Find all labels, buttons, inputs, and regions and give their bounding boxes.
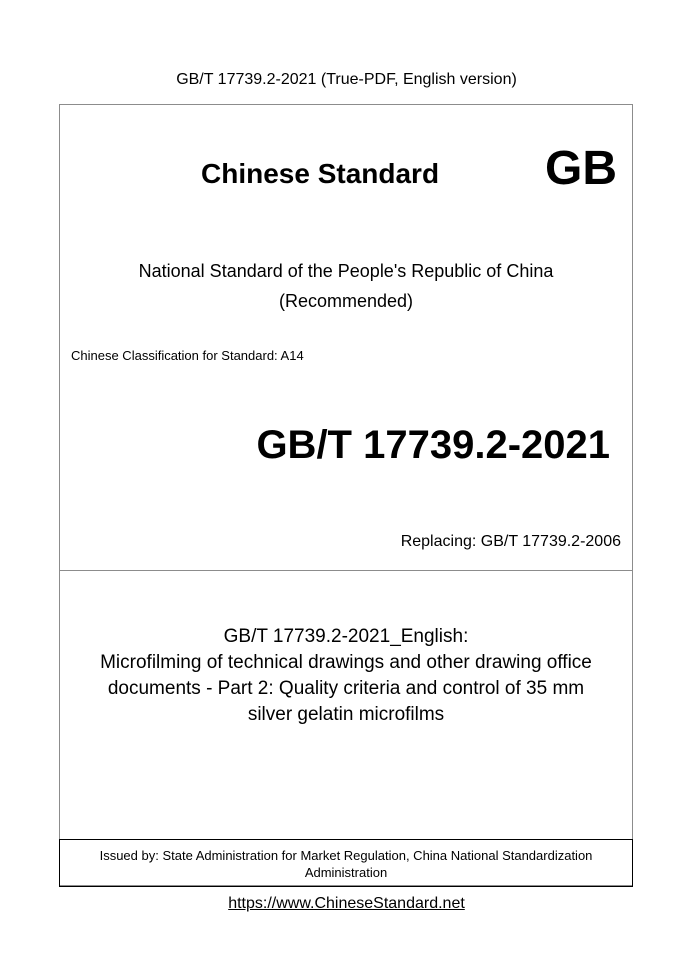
standard-number: GB/T 17739.2-2021: [256, 423, 610, 467]
page-header: GB/T 17739.2-2021 (True-PDF, English version): [176, 71, 517, 88]
national-standard-title: [60, 256, 632, 316]
cover-title: Chinese Standard: [201, 158, 440, 189]
section-divider: [60, 570, 632, 571]
national-title-line: National Standard of the People's Republic of China: [138, 261, 554, 281]
cover-frame: [59, 104, 633, 886]
classification-label: Chinese Classification for Standard: A14: [71, 348, 304, 363]
website-link[interactable]: https://www.ChineseStandard.net: [228, 895, 465, 912]
issuer-line: Administration: [304, 865, 388, 880]
footer: [0, 894, 693, 914]
national-title-line: (Recommended): [278, 291, 414, 311]
gb-logo: GB: [545, 142, 617, 195]
english-title-line: Microfilming of technical drawings and other drawing office: [100, 652, 592, 673]
replacing-label: Replacing: GB/T 17739.2-2006: [400, 533, 621, 550]
english-title-line: GB/T 17739.2-2021_English:: [223, 626, 469, 647]
issuer-line: Issued by: State Administration for Market Regulation, China National Standardization: [99, 848, 593, 863]
english-title-line: documents - Part 2: Quality criteria and control of 35 mm: [107, 678, 585, 699]
english-title-line: silver gelatin microfilms: [247, 704, 445, 725]
issuer-box: [59, 839, 633, 887]
english-title: [60, 624, 632, 728]
